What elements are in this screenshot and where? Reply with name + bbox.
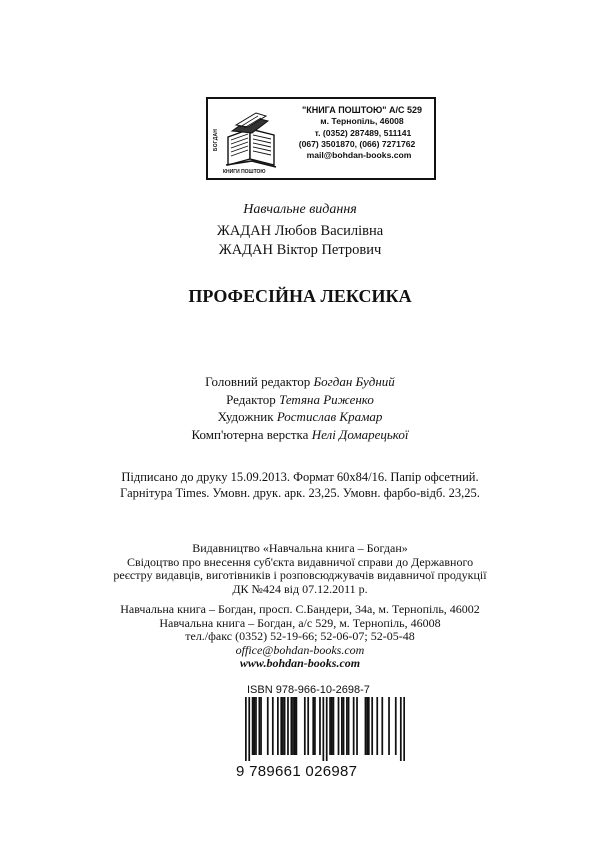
barcode-bar — [267, 697, 269, 755]
barcode-bar — [280, 697, 282, 755]
barcode-bar — [292, 697, 294, 755]
author-name: ЖАДАН Віктор Петрович — [218, 242, 382, 258]
barcode-bar — [314, 697, 316, 755]
barcode-bar — [272, 697, 274, 755]
credit-row — [0, 426, 600, 444]
credit-name: Ростислав Крамар — [276, 409, 383, 424]
barcode-bar — [333, 697, 335, 755]
barcode-bar — [368, 697, 370, 755]
barcode-bar — [312, 697, 314, 755]
stamp-contact-block — [280, 105, 434, 161]
barcode-bar — [326, 697, 328, 761]
address-line: Навчальна книга – Богдан, просп. С.Бандери, 34а, м. Тернопіль, 46002 — [120, 602, 480, 616]
barcode-bar — [381, 697, 383, 755]
barcode-bar — [304, 697, 306, 755]
barcode-bar — [331, 697, 333, 755]
stamp-line: м. Тернопіль, 46008 — [320, 116, 404, 127]
publisher-info-line: Свідоцтво про внесення суб'єкта видавничої справи до Державного — [126, 554, 474, 569]
barcode-bar — [253, 697, 255, 755]
publisher-info-line: реєстру видавців, виготівників і розповсюджувачів видавничої продукції — [113, 568, 487, 582]
barcode-bar — [353, 697, 355, 755]
stamp-side-text: БОГДАН — [213, 128, 220, 152]
credit-role: Головний редактор — [205, 374, 311, 389]
edition-type: Навчальне видання — [243, 202, 357, 217]
address-line: Навчальна книга – Богдан, а/с 529, м. Тернопіль, 46008 — [159, 615, 441, 630]
credit-role: Редактор — [226, 391, 276, 407]
barcode-bar — [319, 697, 321, 755]
barcode-bar — [248, 697, 250, 761]
barcode-bar — [290, 697, 292, 755]
credit-row — [0, 408, 600, 426]
book-stack-icon — [222, 107, 280, 171]
publisher-info-line: ДК №424 від 07.12.2011 р. — [232, 581, 368, 596]
barcode-bar — [356, 697, 358, 755]
barcode-bar — [296, 697, 298, 755]
barcode-bar — [341, 697, 343, 755]
barcode-bar — [400, 697, 402, 761]
barcode-bar — [277, 697, 279, 755]
isbn-label: ISBN 978-966-10-2698-7 — [247, 684, 370, 696]
barcode-image — [245, 697, 405, 761]
barcode-bar — [348, 697, 350, 755]
credit-name: Нелі Домарецької — [311, 426, 409, 442]
barcode-bar — [287, 697, 289, 755]
barcode-bar — [294, 697, 296, 755]
credit-row — [0, 391, 600, 409]
barcode-bar — [403, 697, 405, 761]
barcode-bar — [329, 697, 331, 755]
barcode-bar — [322, 697, 324, 761]
credit-name: Тетяна Риженко — [279, 391, 374, 407]
barcode-bar — [260, 697, 262, 755]
barcode-bar — [388, 697, 390, 755]
stamp-line: (067) 3501870, (066) 7271762 — [298, 138, 416, 149]
stamp-line: mail@bohdan-books.com — [306, 150, 412, 161]
barcode-bar — [346, 697, 348, 755]
barcode-bar — [365, 697, 367, 755]
publisher-info-block — [0, 542, 600, 596]
email-link[interactable]: office@bohdan-books.com — [235, 642, 365, 657]
barcode-bar — [245, 697, 247, 761]
barcode-bar — [371, 697, 373, 755]
website-link[interactable]: www.bohdan-books.com — [239, 656, 361, 670]
barcode-bar — [343, 697, 345, 755]
barcode-bar — [282, 697, 284, 755]
barcode-bar — [284, 697, 286, 755]
barcode-bar — [338, 697, 340, 755]
barcode-bar — [395, 697, 397, 755]
credit-role: Художник — [217, 409, 274, 424]
credit-row — [0, 373, 600, 391]
publisher-info-line: Видавництво «Навчальна книга – Богдан» — [192, 541, 408, 555]
stamp-line: "КНИГА ПОШТОЮ" А/С 529 — [301, 105, 423, 115]
barcode-bar — [376, 697, 378, 755]
credit-name: Богдан Будний — [313, 374, 395, 389]
credits-block — [0, 373, 600, 443]
author-name: ЖАДАН Любов Василівна — [216, 223, 384, 239]
print-info-line: Гарнітура Times. Умовн. друк. арк. 23,25. Умовн. фарбо-відб. 23,25. — [120, 486, 480, 500]
address-block — [0, 603, 600, 671]
stamp-line: т. (0352) 287489, 511141 — [314, 127, 412, 138]
barcode-number: 9 789661 026987 — [236, 763, 358, 780]
address-line: тел./факс (0352) 52-19-66; 52-06-07; 52-05-48 — [185, 629, 415, 643]
stamp-side-label — [211, 105, 222, 175]
barcode-bar — [366, 697, 368, 755]
barcode-bar — [307, 697, 309, 755]
barcode-bar — [258, 697, 260, 755]
publisher-stamp — [206, 97, 436, 180]
book-title: ПРОФЕСІЙНА ЛЕКСИКА — [188, 286, 412, 306]
barcode-bar — [255, 697, 257, 755]
barcode-bar — [252, 697, 254, 755]
print-info-line: Підписано до друку 15.09.2013. Формат 60х84/16. Папір офсетний. — [121, 470, 479, 484]
stamp-bottom-text: КНИГИ ПОШТОЮ — [223, 169, 266, 175]
credit-role: Комп'ютерна верстка — [191, 426, 309, 442]
